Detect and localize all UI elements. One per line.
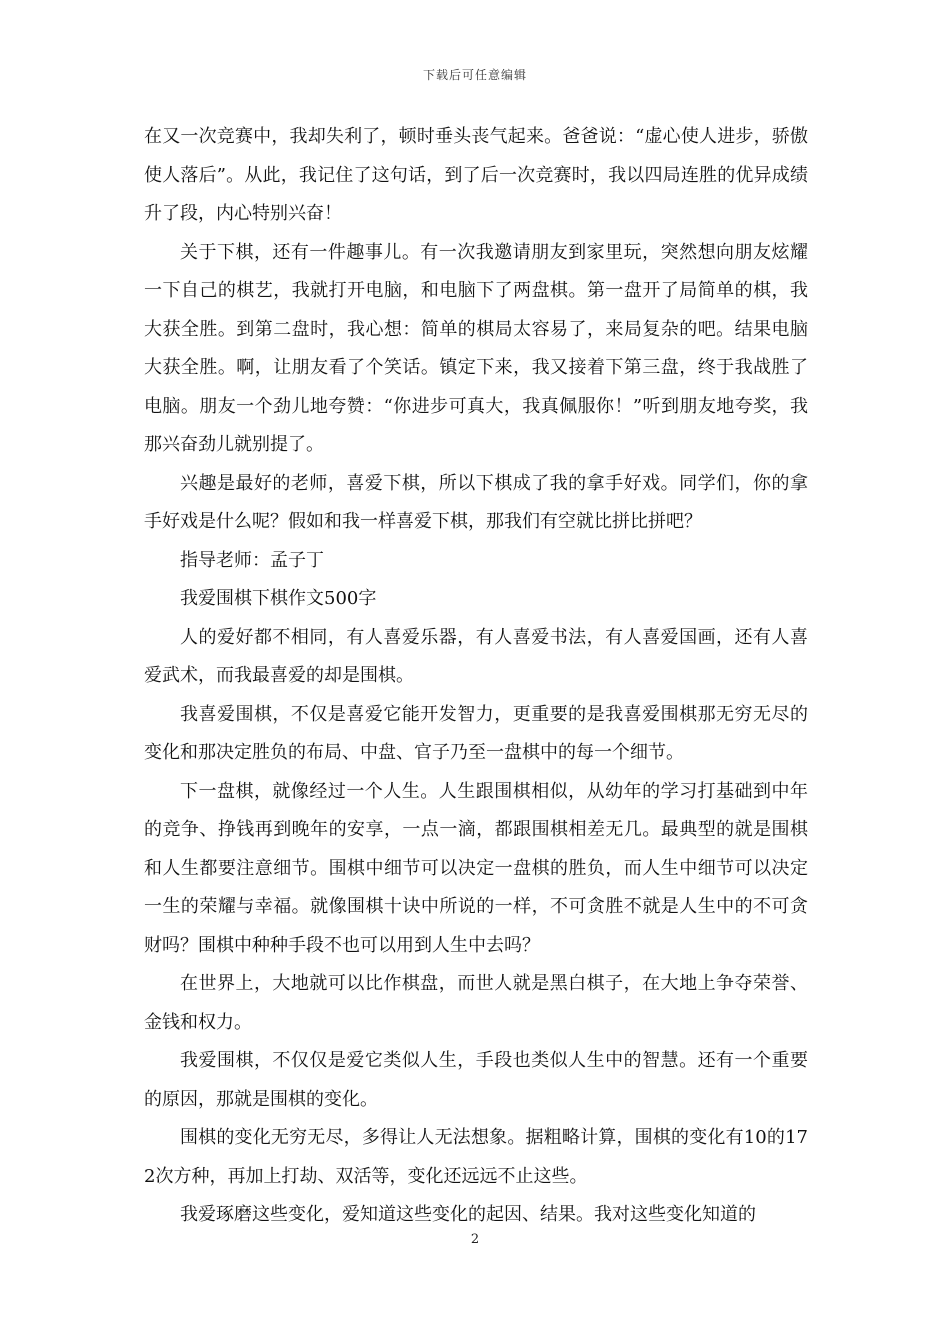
paragraph: 关于下棋，还有一件趣事儿。有一次我邀请朋友到家里玩，突然想向朋友炫耀一下自己的棋艺，我就打开电脑，和电脑下了两盘棋。第一盘开了局简单的棋，我大获全胜。到第二盘时，我心想：简单的棋局太容易了，来局复杂的吧。结果电脑大获全胜。啊，让朋友看了个笑话。镇定下来，我又接着下第三盘，终于我战胜了电脑。朋友一个劲儿地夸赞：“你进步可真大，我真佩服你！”听到朋友地夸奖，我那兴奋劲儿就别提了。 — [144, 241, 808, 455]
page-header: 下载后可任意编辑 — [422, 68, 527, 82]
paragraph: 人的爱好都不相同，有人喜爱乐器，有人喜爱书法，有人喜爱国画，还有人喜爱武术，而我最喜爱的却是围棋。 — [144, 626, 808, 686]
teacher-credit: 指导老师：孟子丁 — [180, 549, 324, 571]
paragraph: 在又一次竞赛中，我却失利了，顿时垂头丧气起来。爸爸说：“虚心使人进步，骄傲使人落后”。从此，我记住了这句话，到了后一次竞赛时，我以四局连胜的优异成绩升了段，内心特别兴奋！ — [144, 126, 808, 224]
page-number: 2 — [470, 1232, 480, 1247]
paragraph: 我爱琢磨这些变化，爱知道这些变化的起因、结果。我对这些变化知道的 — [180, 1204, 756, 1225]
paragraph: 围棋的变化无穷无尽，多得让人无法想象。据粗略计算，围棋的变化有10的172次方种，再加上打劫、双活等，变化还远远不止这些。 — [144, 1127, 808, 1187]
paragraph: 兴趣是最好的老师，喜爱下棋，所以下棋成了我的拿手好戏。同学们，你的拿手好戏是什么呢？假如和我一样喜爱下棋，那我们有空就比拼比拼吧？ — [144, 472, 808, 532]
paragraph: 我爱围棋，不仅仅是爱它类似人生，手段也类似人生中的智慧。还有一个重要的原因，那就是围棋的变化。 — [144, 1050, 808, 1110]
paragraph: 我喜爱围棋，不仅是喜爱它能开发智力，更重要的是我喜爱围棋那无穷无尽的变化和那决定胜负的布局、中盘、官子乃至一盘棋中的每一个细节。 — [144, 703, 808, 763]
paragraph: 在世界上，大地就可以比作棋盘，而世人就是黑白棋子，在大地上争夺荣誉、金钱和权力。 — [144, 973, 808, 1033]
document-body — [144, 118, 808, 1235]
essay-title: 我爱围棋下棋作文500字 — [180, 588, 377, 609]
paragraph: 下一盘棋，就像经过一个人生。人生跟围棋相似，从幼年的学习打基础到中年的竞争、挣钱再到晚年的安享，一点一滴，都跟围棋相差无几。最典型的就是围棋和人生都要注意细节。围棋中细节可以决定一盘棋的胜负，而人生中细节可以决定一生的荣耀与幸福。就像围棋十诀中所说的一样，不可贪胜不就是人生中的不可贪财吗？围棋中种种手段不也可以用到人生中去吗？ — [144, 780, 808, 956]
